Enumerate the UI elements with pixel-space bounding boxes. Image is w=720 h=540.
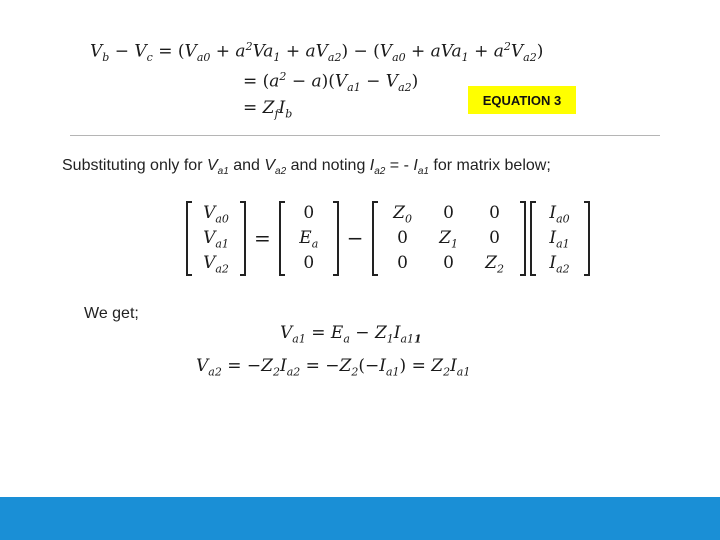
equation-label-badge [468,86,576,114]
equation3-line2: = $(a^2 - a)(V_{a1} - V_{a2})$ [243,70,419,95]
result-equation-va2: $V_{a2} = -Z_2I_{a2} = -Z_2(-I_{a1}) = Z_2I_{a1}$ [196,356,471,379]
voltage-vector: $V_{a0}$ $V_{a1}$ $V_{a2}$ [186,201,246,276]
sentence-v2: V [264,157,276,174]
sentence-mid2: and noting [286,157,370,174]
sentence-v1: V [206,157,218,174]
divider-line [70,135,660,136]
equation3-line1: $V_b - V_c = (V_{a0} + a^2Va_1 + aV_{a2}) - (V_{a0} + aVa_1 + a^2V_{a2})$ [90,40,544,65]
footer-bar [0,497,720,540]
sentence-post: for matrix below; [428,157,551,174]
sentence-v2-sub: a2 [275,166,287,178]
substitution-sentence [62,157,551,177]
equation-label-text: EQUATION 3 [482,92,562,108]
sentence-i1-sub: a2 [374,166,386,178]
we-get-text: We get; [84,305,139,322]
sentence-mid1: and [228,157,265,174]
current-vector: $I_{a0}$ $I_{a1}$ $I_{a2}$ [530,201,590,276]
impedance-matrix: $Z_0$ 0 0 0 $Z_1$ 0 0 0 $Z_2$ [372,201,526,276]
sentence-pre: Substituting only for [62,157,207,174]
sentence-i2: I [413,157,418,174]
sentence-v1-sub: a1 [217,166,229,178]
sentence-i1: I [369,157,375,174]
result-equation-va1: $V_{a1} = E_a - Z_1I_{a11}$ [280,323,422,346]
equation3-line3: = $Z_fI_b$ [243,98,293,121]
sentence-i2-sub: a1 [417,166,429,178]
matrix-equation: $V_{a0}$ $V_{a1}$ $V_{a2}$ = 0 $E_a$ 0 − $Z_0$ 0 0 0 $Z_1$ 0 0 0 $Z_2$ $I_{a0}$ $I_{a1}$ $I_{a2}$ [186,200,590,276]
source-vector: 0 $E_a$ 0 [279,201,339,276]
sentence-mid3: = - [385,157,414,174]
